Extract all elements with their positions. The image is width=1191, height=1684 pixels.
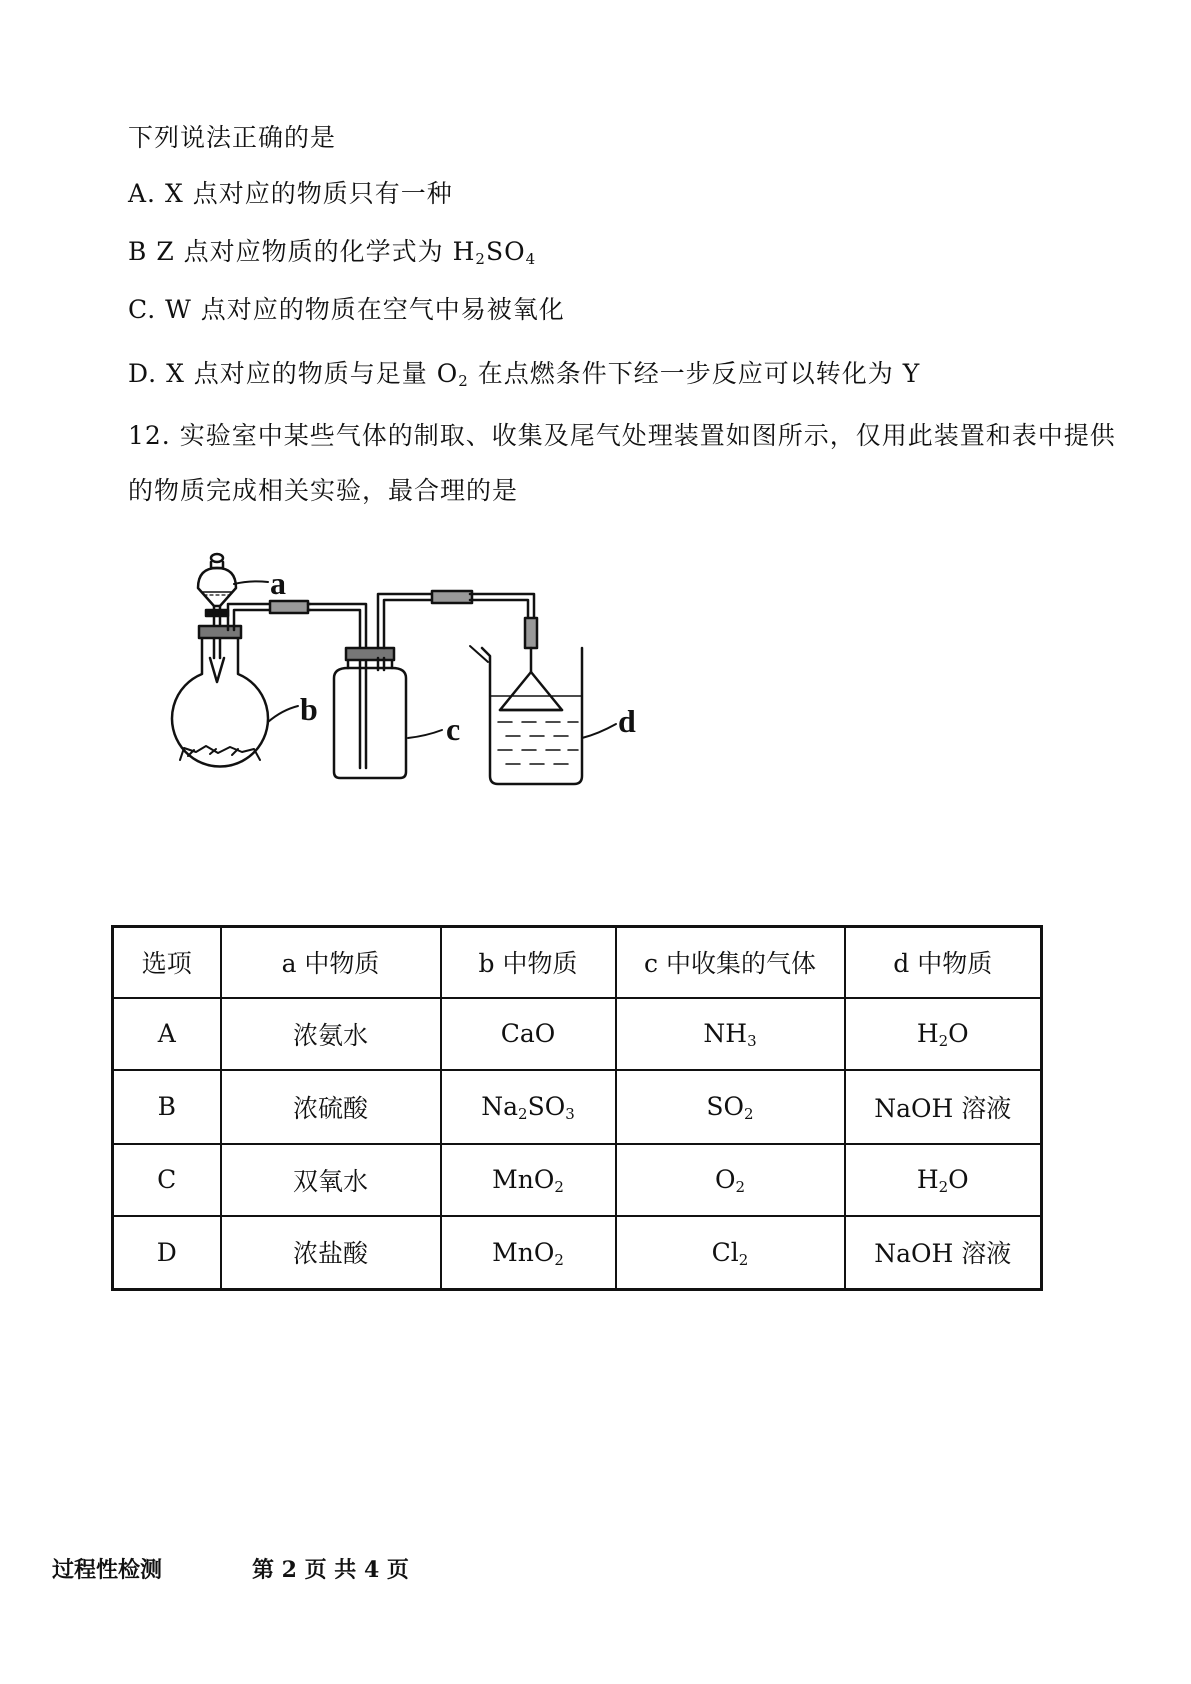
option-label: D. (128, 359, 158, 388)
header-d: d 中物质 (845, 927, 1042, 998)
cell-c: $NH_3$ (616, 998, 845, 1070)
option-text: X 点对应的物质与足量 $O_2$ 在点燃条件下经一步反应可以转化为 Y (166, 359, 921, 390)
cell-d: $H_2O$ (845, 998, 1042, 1070)
header-c: c 中收集的气体 (616, 927, 845, 998)
cell-d: $H_2O$ (845, 1144, 1042, 1216)
cell-option: B (113, 1070, 221, 1144)
separatory-funnel (198, 554, 236, 682)
option-label: A. (128, 179, 157, 208)
header-option: 选项 (113, 927, 221, 998)
cell-b: MnO$_2$ (441, 1216, 616, 1290)
q11-option-a (128, 178, 453, 210)
label-a: a (270, 565, 286, 601)
table-header-row (113, 927, 1042, 998)
cell-d: NaOH 溶液 (845, 1070, 1042, 1144)
q11-option-c (128, 294, 565, 326)
apparatus-diagram (170, 550, 710, 830)
header-a: a 中物质 (221, 927, 441, 998)
round-bottom-flask (172, 604, 310, 766)
q12-stem-line1 (128, 420, 1116, 452)
cell-a: 浓硫酸 (221, 1070, 441, 1144)
cell-option: A (113, 998, 221, 1070)
option-label: C. (128, 295, 157, 324)
footer-page-number: 第 2 页 共 4 页 (252, 1557, 409, 1583)
question-number: 12. (128, 421, 171, 450)
label-b: b (300, 691, 318, 727)
option-label: B (128, 237, 148, 266)
beaker-with-funnel (470, 646, 582, 784)
cell-b: CaO (441, 998, 616, 1070)
cell-b: MnO$_2$ (441, 1144, 616, 1216)
table-row (113, 1070, 1042, 1144)
q12-stem-line2: 的物质完成相关实验，最合理的是 (128, 476, 519, 505)
cell-b: $Na_2SO_3$ (441, 1070, 616, 1144)
q11-option-b (128, 236, 536, 268)
cell-c: $O_2$ (616, 1144, 845, 1216)
table-row (113, 998, 1042, 1070)
header-b: b 中物质 (441, 927, 616, 998)
cell-d: NaOH 溶液 (845, 1216, 1042, 1290)
cell-a: 双氧水 (221, 1144, 441, 1216)
cell-a: 浓氨水 (221, 998, 441, 1070)
table-row (113, 1216, 1042, 1290)
label-c: c (446, 711, 461, 747)
cell-a: 浓盐酸 (221, 1216, 441, 1290)
cell-c: $SO_2$ (616, 1070, 845, 1144)
table-row (113, 1144, 1042, 1216)
cell-option: C (113, 1144, 221, 1216)
collection-bottle (334, 594, 470, 778)
cell-option: D (113, 1216, 221, 1290)
options-table (111, 925, 1043, 1291)
q11-stem: 下列说法正确的是 (128, 123, 337, 152)
cell-c: $Cl_2$ (616, 1216, 845, 1290)
label-d: d (618, 703, 636, 739)
option-text: X 点对应的物质只有一种 (164, 179, 453, 208)
footer-left: 过程性检测 (52, 1557, 163, 1583)
option-text: Z 点对应物质的化学式为 $H_2SO_4$ (156, 237, 537, 268)
q11-option-d (128, 358, 920, 390)
option-text: W 点对应的物质在空气中易被氧化 (165, 295, 565, 324)
stem-text: 实验室中某些气体的制取、收集及尾气处理装置如图所示，仅用此装置和表中提供 (179, 421, 1116, 450)
